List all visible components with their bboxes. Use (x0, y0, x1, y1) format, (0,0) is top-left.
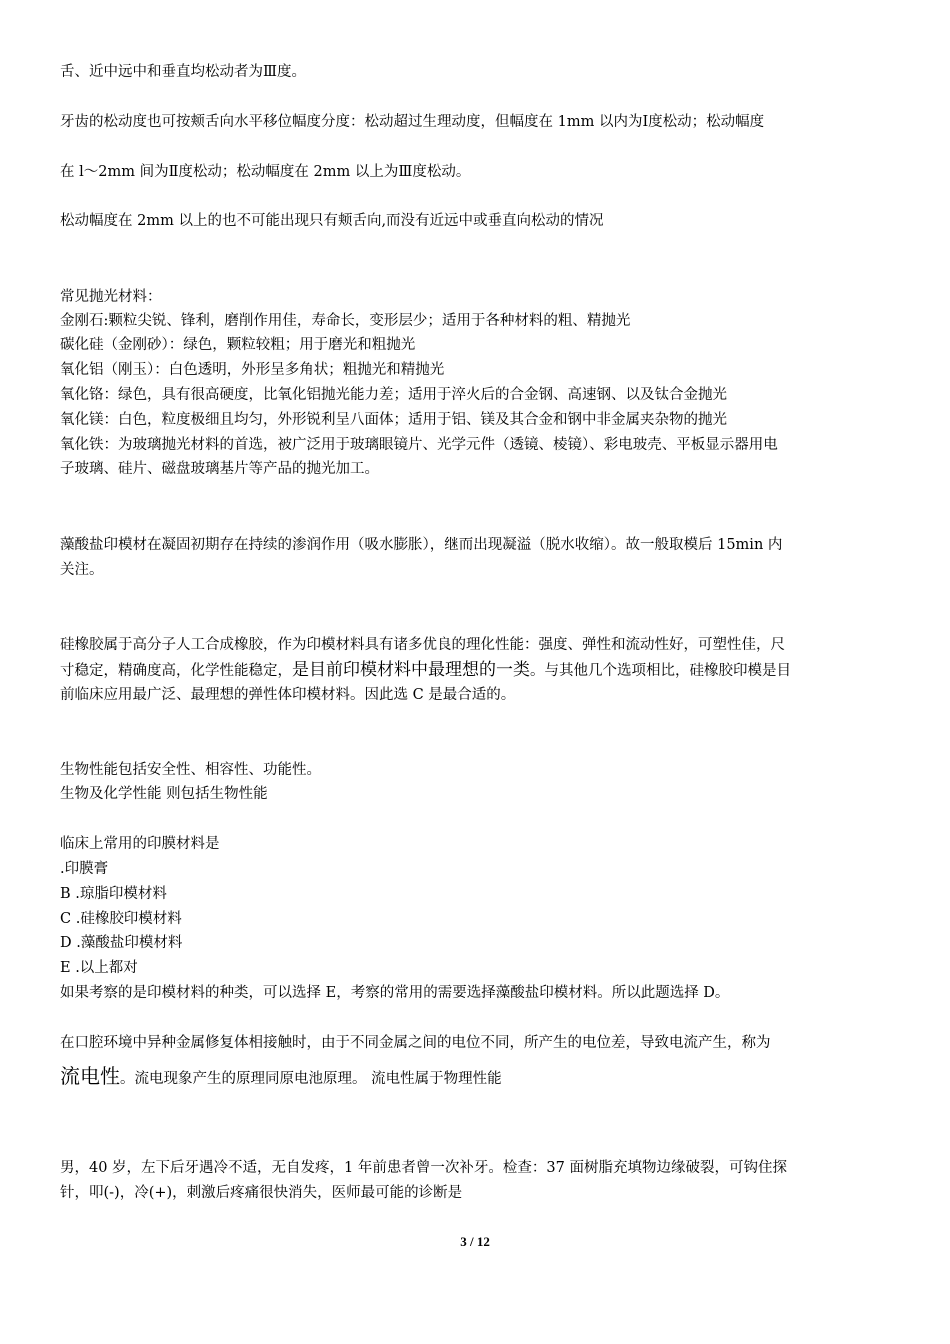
text-line: 松动幅度在 2mm 以上的也不可能出现只有颊舌向,而没有近远中或垂直向松动的情况 (60, 213, 604, 229)
text-line: 氧化铝（刚玉）：白色透明，外形呈多角状；粗抛光和精抛光 (60, 362, 445, 378)
text-line: 在口腔环境中异种金属修复体相接触时，由于不同金属之间的电位不同，所产生的电位差，导致电流产生，称为 (60, 1035, 771, 1051)
option-a: .印膜膏 (60, 861, 109, 877)
section-heading: 常见抛光材料： (60, 289, 162, 305)
text-line: 男，40 岁，左下后牙遇冷不适，无自发疼，1 年前患者曾一次补牙。检查：37 面树脂充填物边缘破裂，可钩住探 (60, 1160, 787, 1176)
emphasized-text: 是目前印模材料中最理想的一类 (292, 660, 530, 680)
text-line: 氧化铁：为玻璃抛光材料的首选，被广泛用于玻璃眼镜片、光学元件（透镜、棱镜）、彩电玻壳、平板显示器用电 (60, 437, 778, 453)
text-line: 针，叩(-)，冷(+)，刺激后疼痛很快消失，医师最可能的诊断是 (60, 1185, 463, 1201)
emphasized-term: 流电性 (60, 1064, 120, 1088)
page-number (0, 1234, 950, 1250)
text-line: 碳化硅（金刚砂）：绿色，颗粒较粗；用于磨光和粗抛光 (60, 337, 416, 353)
option-d: D .藻酸盐印模材料 (60, 935, 183, 951)
text-line (60, 1066, 502, 1089)
page-total: 12 (476, 1234, 490, 1249)
text-run: 。流电现象产生的原理同原电池原理。 流电性属于物理性能 (120, 1071, 502, 1087)
text-run: 。与其他几个选项相比，硅橡胶印模是目 (530, 663, 791, 679)
text-line: 关注。 (60, 562, 104, 578)
text-line: 子玻璃、硅片、磁盘玻璃基片等产品的抛光加工。 (60, 461, 379, 477)
answer-explanation: 如果考察的是印模材料的种类，可以选择 E，考察的常用的需要选择藻酸盐印模材料。所以此题选择 D。 (60, 985, 730, 1001)
text-line: 氧化铬：绿色，具有很高硬度，比氧化铝抛光能力差；适用于淬火后的合金钢、高速钢、以及钛合金抛光 (60, 387, 727, 403)
text-line: 硅橡胶属于高分子人工合成橡胶，作为印模材料具有诸多优良的理化性能：强度、弹性和流动性好，可塑性佳，尺 (60, 637, 785, 653)
text-line: 舌、近中远中和垂直均松动者为Ⅲ度。 (60, 64, 306, 80)
option-c: C .硅橡胶印模材料 (60, 911, 182, 927)
text-line: 藻酸盐印模材在凝固初期存在持续的渗润作用（吸水膨胀），继而出现凝溢（脱水收缩）。故一般取模后 15min 内 (60, 537, 783, 553)
text-line: 前临床应用最广泛、最理想的弹性体印模材料。因此选 C 是最合适的。 (60, 687, 516, 703)
text-line: 金刚石:颗粒尖锐、锋利，磨削作用佳，寿命长，变形层少；适用于各种材料的粗、精抛光 (60, 313, 631, 329)
text-line: 牙齿的松动度也可按颊舌向水平移位幅度分度：松动超过生理动度，但幅度在 1mm 以内为Ⅰ度松动；松动幅度 (60, 114, 765, 130)
page-separator: / (469, 1234, 474, 1249)
text-line (60, 660, 791, 681)
text-line: 氧化镁：白色，粒度极细且均匀，外形锐利呈八面体；适用于铝、镁及其合金和钢中非金属夹杂物的抛光 (60, 412, 727, 428)
text-line: 在 l～2mm 间为Ⅱ度松动；松动幅度在 2mm 以上为Ⅲ度松动。 (60, 164, 471, 180)
text-line: 生物性能包括安全性、相容性、功能性。 (60, 762, 321, 778)
question-stem: 临床上常用的印膜材料是 (60, 836, 220, 852)
text-run: 寸稳定，精确度高，化学性能稳定， (60, 663, 292, 679)
page-current: 3 (460, 1234, 467, 1249)
text-line: 生物及化学性能 则包括生物性能 (60, 786, 268, 802)
option-e: E .以上都对 (60, 960, 138, 976)
option-b: B .琼脂印模材料 (60, 886, 167, 902)
